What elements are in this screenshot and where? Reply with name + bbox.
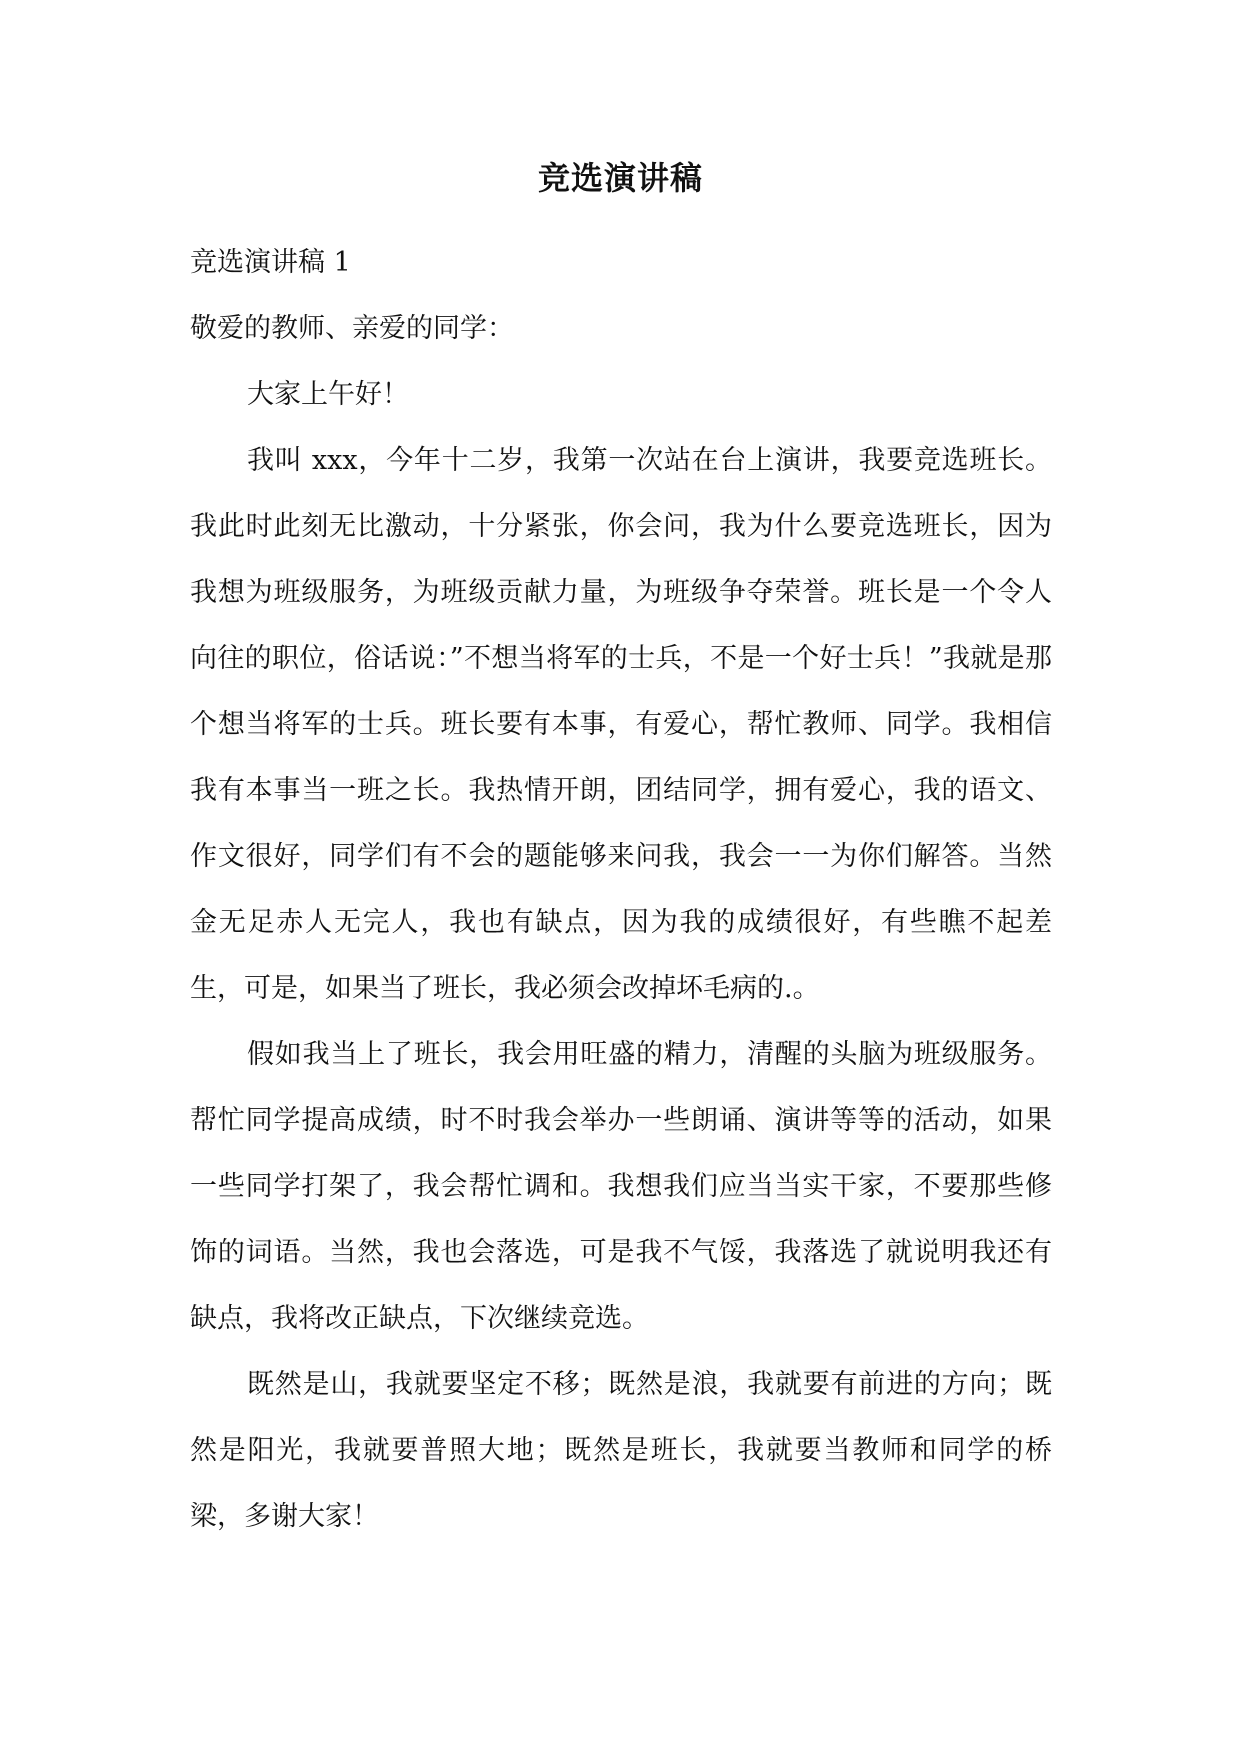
document-body — [190, 230, 1052, 1550]
body-paragraph-3: 既然是山，我就要坚定不移；既然是浪，我就要有前进的方向；既然是阳光，我就要普照大地；既然是班长，我就要当教师和同学的桥梁，多谢大家！ — [190, 1369, 1052, 1532]
greeting: 大家上午好！ — [247, 379, 409, 410]
section-heading: 竞选演讲稿 1 — [190, 247, 351, 278]
salutation: 敬爱的教师、亲爱的同学： — [190, 313, 514, 344]
document-title: 竞选演讲稿 — [537, 159, 703, 197]
body-paragraph-1: 我叫 xxx，今年十二岁，我第一次站在台上演讲，我要竞选班长。我此时此刻无比激动，十分紧张，你会问，我为什么要竞选班长，因为我想为班级服务，为班级贡献力量，为班级争夺荣誉。班长是一个令人向往的职位，俗话说：”不想当将军的士兵，不是一个好士兵！”我就是那个想当将军的士兵。班长要有本事，有爱心，帮忙教师、同学。我相信我有本事当一班之长。我热情开朗，团结同学，拥有爱心，我的语文、作文很好，同学们有不会的题能够来问我，我会一一为你们解答。当然金无足赤人无完人，我也有缺点，因为我的成绩很好，有些瞧不起差生，可是，如果当了班长，我必须会改掉坏毛病的.。 — [190, 445, 1052, 1004]
body-paragraph-2: 假如我当上了班长，我会用旺盛的精力，清醒的头脑为班级服务。帮忙同学提高成绩，时不时我会举办一些朗诵、演讲等等的活动，如果一些同学打架了，我会帮忙调和。我想我们应当当实干家，不要那些修饰的词语。当然，我也会落选，可是我不气馁，我落选了就说明我还有缺点，我将改正缺点，下次继续竞选。 — [190, 1039, 1052, 1334]
